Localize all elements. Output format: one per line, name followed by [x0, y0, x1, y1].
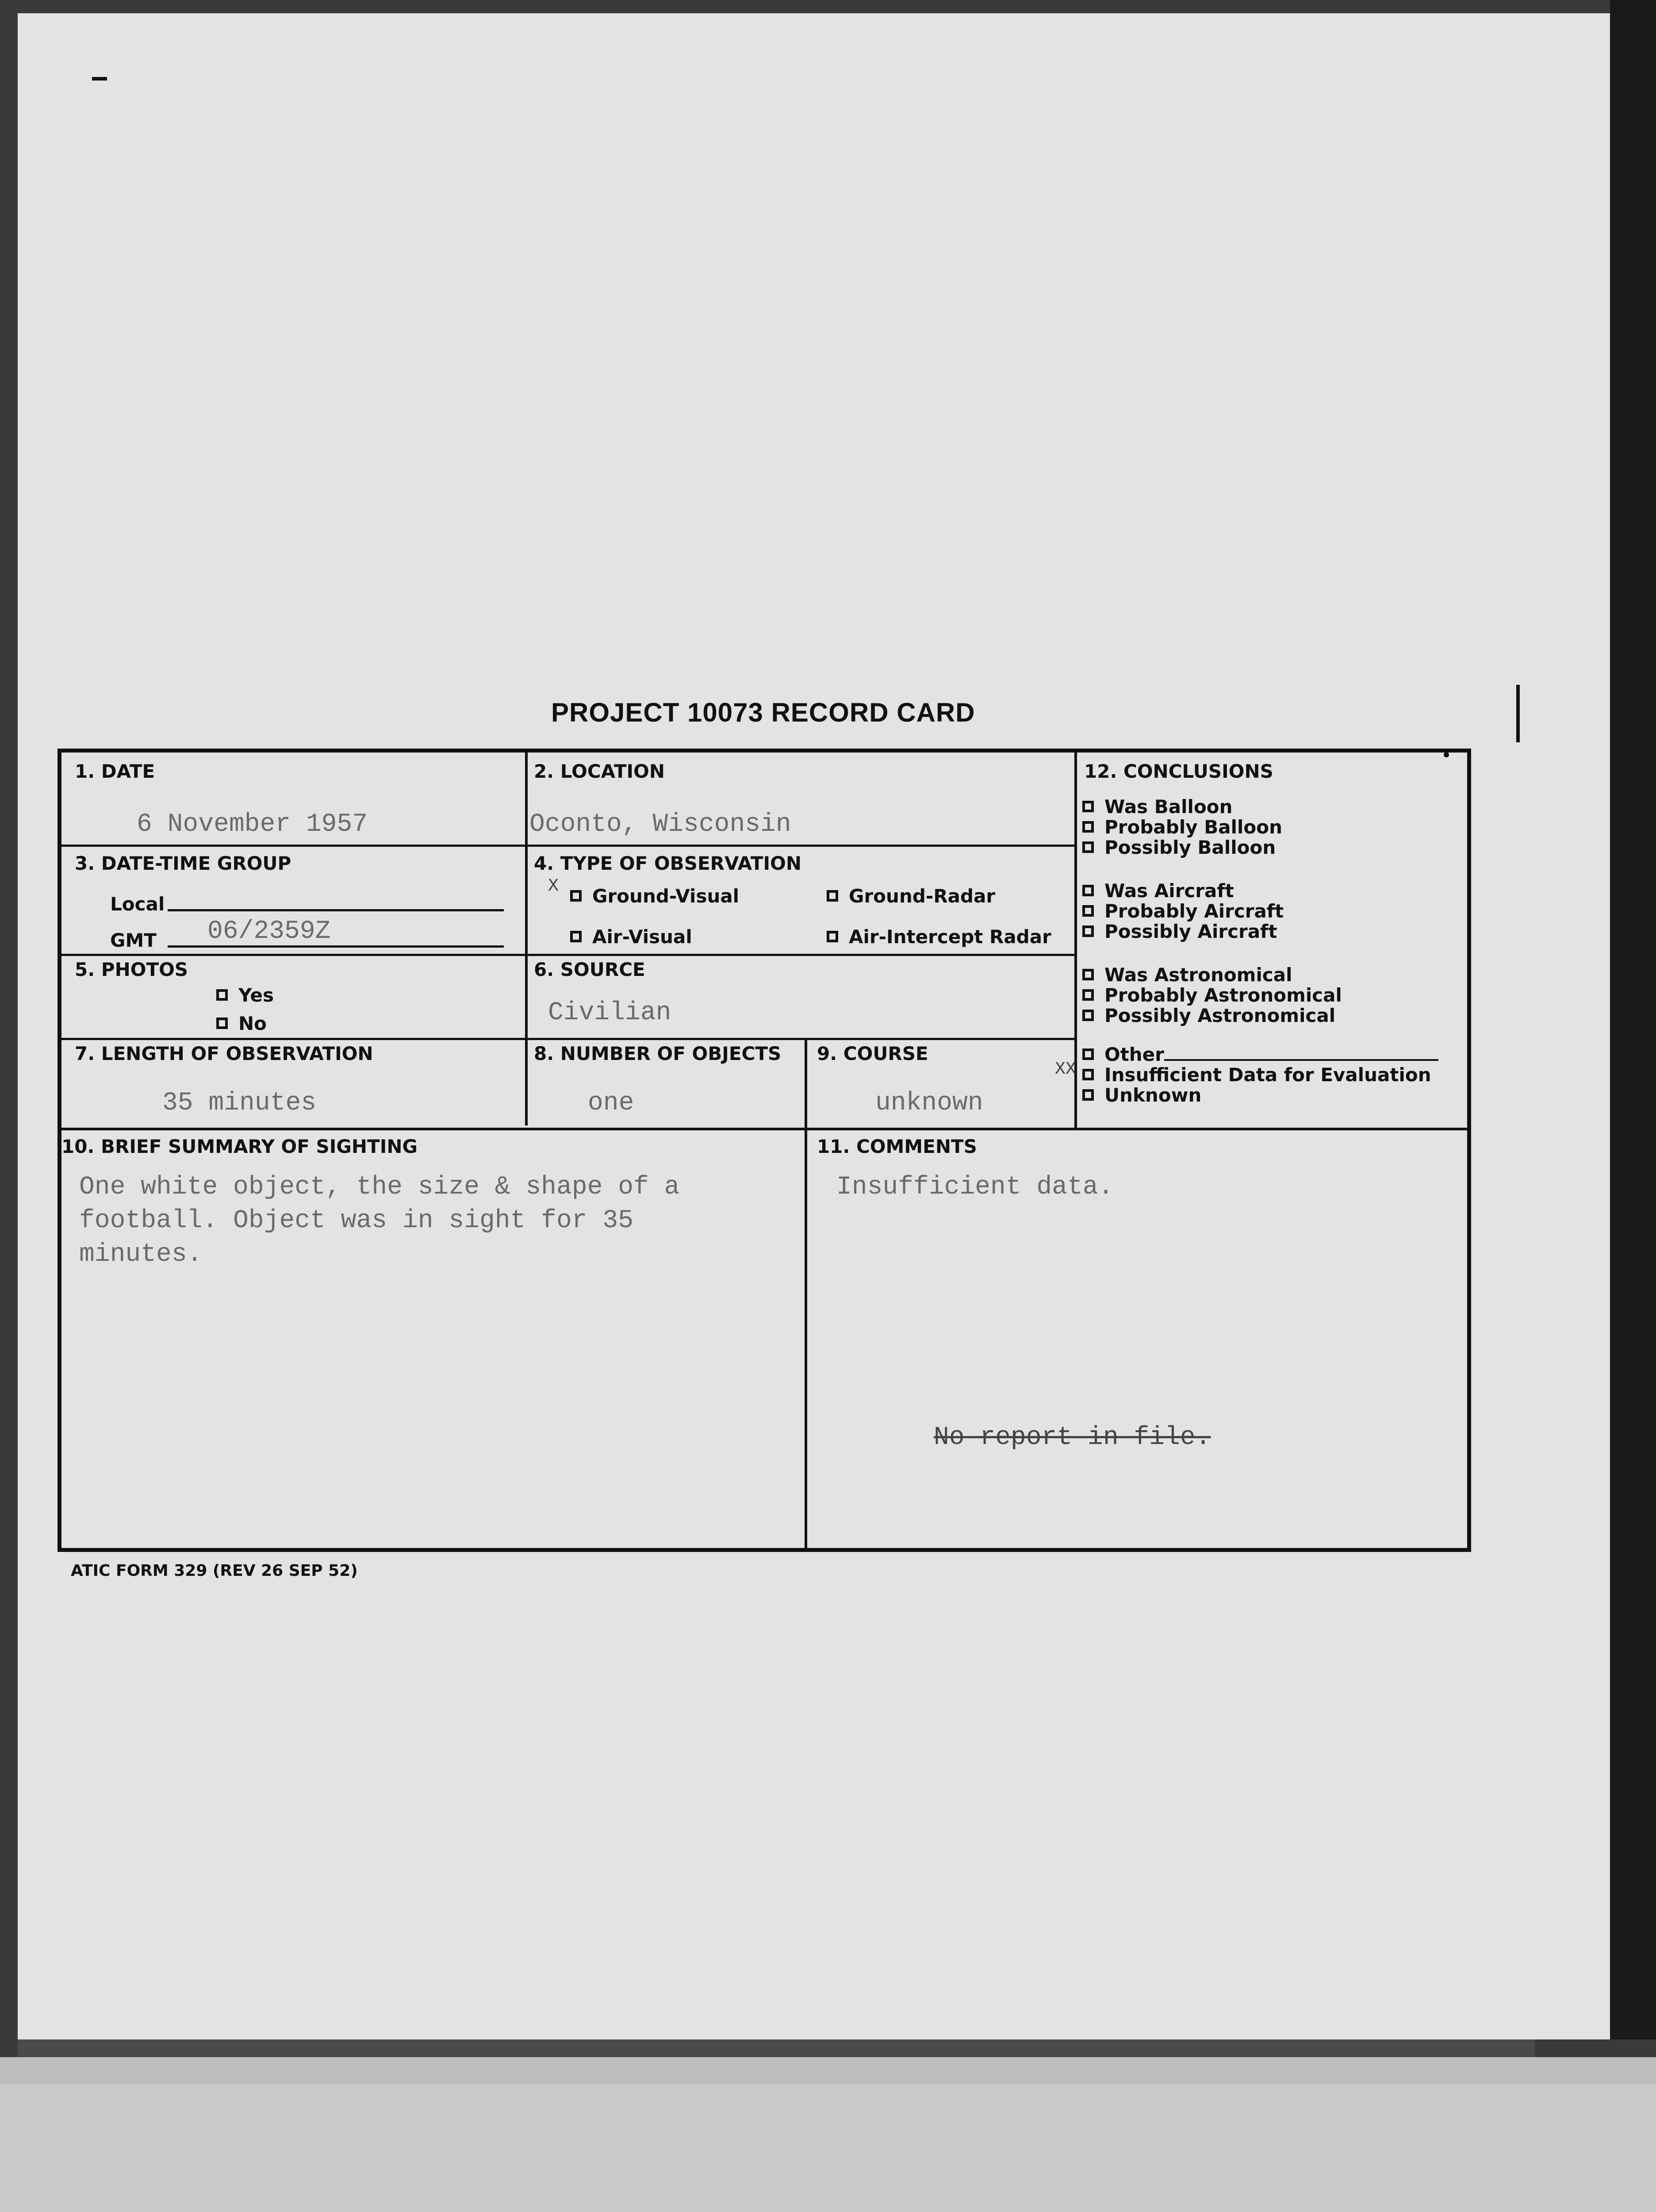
conclusion-insufficient-data[interactable]: Insufficient Data for Evaluation	[1082, 1065, 1438, 1085]
checkbox-icon	[1082, 1089, 1094, 1101]
card-title: PROJECT 10073 RECORD CARD	[551, 698, 975, 727]
checkbox-icon	[1082, 969, 1094, 980]
stray-mark	[92, 77, 107, 81]
option-ground-visual[interactable]: Ground-Visual	[570, 885, 739, 907]
date-time-group-label: 3. DATE-TIME GROUP	[75, 853, 291, 874]
length-of-observation-value: 35 minutes	[162, 1089, 317, 1118]
conclusion-was-balloon[interactable]: Was Balloon	[1082, 797, 1282, 817]
background-band	[0, 2057, 1656, 2084]
number-of-objects-value: one	[588, 1089, 634, 1118]
comments-label: 11. COMMENTS	[817, 1136, 977, 1157]
conclusion-possibly-balloon[interactable]: Possibly Balloon	[1082, 837, 1282, 858]
location-label: 2. LOCATION	[534, 760, 665, 782]
checkbox-icon	[827, 931, 838, 942]
checkbox-icon	[1082, 989, 1094, 1001]
checkbox-icon	[1082, 1010, 1094, 1021]
checkbox-icon	[1082, 821, 1094, 833]
gmt-label: GMT	[110, 929, 157, 951]
checkbox-icon	[1082, 885, 1094, 896]
option-air-intercept-radar[interactable]: Air-Intercept Radar	[827, 926, 1051, 948]
checkbox-icon	[570, 890, 582, 902]
divider-h-3	[61, 1038, 1074, 1040]
brief-summary-line: minutes.	[79, 1240, 203, 1269]
photos-label: 5. PHOTOS	[75, 959, 188, 980]
checkbox-icon	[827, 890, 838, 902]
local-line	[168, 909, 504, 911]
conclusions-label: 12. CONCLUSIONS	[1084, 760, 1273, 782]
conclusion-other[interactable]: Other	[1082, 1045, 1438, 1065]
conclusion-was-astronomical[interactable]: Was Astronomical	[1082, 965, 1342, 985]
checkbox-icon	[216, 989, 228, 1001]
insufficient-data-check-mark: XX	[1055, 1060, 1077, 1079]
background-surface	[0, 2057, 1656, 2212]
film-edge	[1610, 0, 1656, 2039]
stray-mark	[1516, 685, 1520, 742]
form-footer: ATIC FORM 329 (REV 26 SEP 52)	[71, 1562, 358, 1580]
divider-v-left	[525, 753, 528, 1125]
divider-h-1	[61, 845, 1074, 847]
checkbox-icon	[570, 931, 582, 942]
conclusion-was-aircraft[interactable]: Was Aircraft	[1082, 881, 1284, 901]
length-of-observation-label: 7. LENGTH OF OBSERVATION	[75, 1043, 373, 1064]
conclusions-other-group	[1082, 1045, 1438, 1106]
checkbox-icon	[1082, 801, 1094, 812]
other-blank-line	[1164, 1059, 1438, 1061]
date-value: 6 November 1957	[137, 810, 368, 839]
checkbox-icon	[1082, 1069, 1094, 1080]
conclusions-astronomical-group	[1082, 965, 1342, 1026]
checkbox-icon	[1082, 926, 1094, 937]
checkbox-icon	[1082, 841, 1094, 853]
option-air-visual[interactable]: Air-Visual	[570, 926, 692, 948]
checkbox-icon	[216, 1018, 228, 1029]
photos-no-option[interactable]: No	[216, 1013, 267, 1034]
ground-visual-check-mark: X	[548, 876, 559, 896]
divider-h-2	[61, 954, 1074, 956]
record-card-form	[58, 749, 1471, 1552]
conclusions-balloon-group	[1082, 797, 1282, 858]
source-label: 6. SOURCE	[534, 959, 645, 980]
number-of-objects-label: 8. NUMBER OF OBJECTS	[534, 1043, 782, 1064]
conclusions-aircraft-group	[1082, 881, 1284, 942]
conclusion-unknown[interactable]: Unknown	[1082, 1085, 1438, 1106]
conclusion-probably-astronomical[interactable]: Probably Astronomical	[1082, 985, 1342, 1006]
conclusion-possibly-aircraft[interactable]: Possibly Aircraft	[1082, 922, 1284, 942]
photos-yes-option[interactable]: Yes	[216, 984, 274, 1006]
checkbox-icon	[1082, 905, 1094, 917]
comments-value: Insufficient data.	[836, 1173, 1114, 1202]
type-of-observation-label: 4. TYPE OF OBSERVATION	[534, 853, 802, 874]
comments-note: No report in file.	[934, 1423, 1211, 1452]
source-value: Civilian	[548, 998, 671, 1027]
conclusion-probably-aircraft[interactable]: Probably Aircraft	[1082, 901, 1284, 922]
local-label: Local	[110, 893, 165, 915]
conclusion-probably-balloon[interactable]: Probably Balloon	[1082, 817, 1282, 837]
brief-summary-label: 10. BRIEF SUMMARY OF SIGHTING	[61, 1136, 418, 1157]
checkbox-icon	[1082, 1048, 1094, 1060]
course-label: 9. COURSE	[817, 1043, 928, 1064]
brief-summary-line: football. Object was in sight for 35	[79, 1206, 634, 1235]
course-value: unknown	[875, 1089, 983, 1118]
divider-h-4	[61, 1128, 1467, 1130]
conclusion-possibly-astronomical[interactable]: Possibly Astronomical	[1082, 1006, 1342, 1026]
location-value: Oconto, Wisconsin	[529, 810, 791, 839]
gmt-value: 06/2359Z	[207, 917, 331, 946]
date-label: 1. DATE	[75, 760, 155, 782]
option-ground-radar[interactable]: Ground-Radar	[827, 885, 995, 907]
divider-v-mid	[805, 1039, 807, 1548]
brief-summary-line: One white object, the size & shape of a	[79, 1173, 680, 1202]
